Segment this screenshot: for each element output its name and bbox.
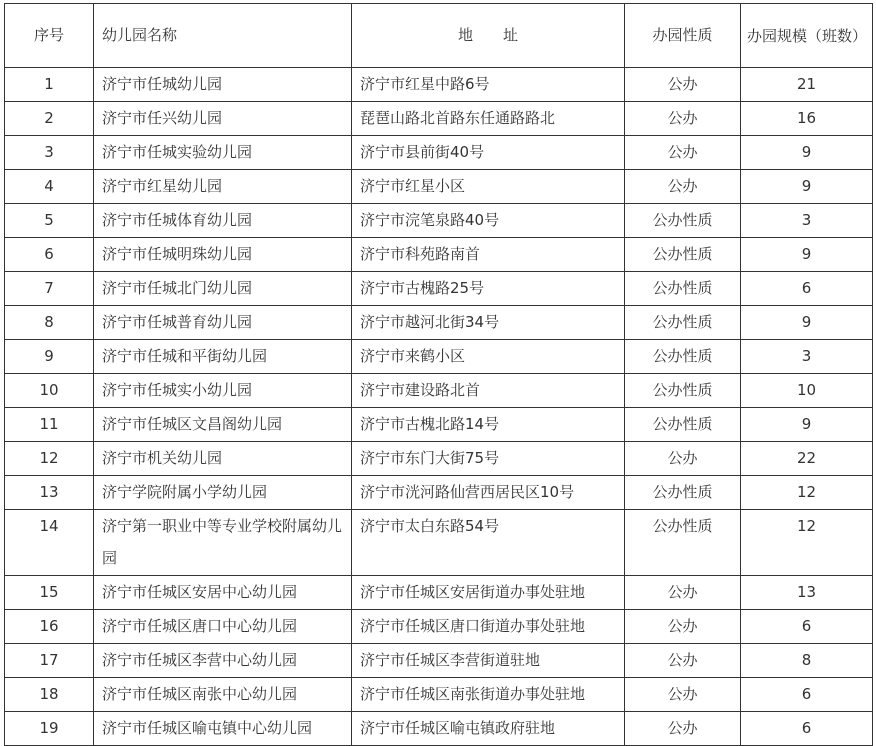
cell-index: 3 <box>5 136 94 170</box>
cell-nature: 公办 <box>625 678 741 712</box>
cell-index: 2 <box>5 102 94 136</box>
cell-nature: 公办性质 <box>625 510 741 576</box>
cell-address: 济宁市县前街40号 <box>352 136 625 170</box>
table-row <box>5 408 873 442</box>
table-row <box>5 442 873 476</box>
table-row <box>5 204 873 238</box>
cell-nature: 公办 <box>625 102 741 136</box>
cell-index: 11 <box>5 408 94 442</box>
cell-name: 济宁市任城区唐口中心幼儿园 <box>94 610 352 644</box>
cell-classes: 6 <box>741 678 873 712</box>
cell-name: 济宁市任城区文昌阁幼儿园 <box>94 408 352 442</box>
table-row <box>5 610 873 644</box>
cell-index: 12 <box>5 442 94 476</box>
cell-address: 济宁市太白东路54号 <box>352 510 625 576</box>
cell-address: 济宁市红星小区 <box>352 170 625 204</box>
cell-classes: 13 <box>741 576 873 610</box>
cell-address: 济宁市任城区南张街道办事处驻地 <box>352 678 625 712</box>
table-row <box>5 576 873 610</box>
cell-nature: 公办 <box>625 68 741 102</box>
cell-name: 济宁市任城区南张中心幼儿园 <box>94 678 352 712</box>
table-header-row <box>5 4 873 68</box>
cell-address: 济宁市东门大街75号 <box>352 442 625 476</box>
header-scale: 办园规模（班数） <box>741 4 873 68</box>
cell-classes: 12 <box>741 476 873 510</box>
cell-classes: 3 <box>741 204 873 238</box>
table-row <box>5 374 873 408</box>
cell-name: 济宁学院附属小学幼儿园 <box>94 476 352 510</box>
cell-index: 15 <box>5 576 94 610</box>
cell-nature: 公办性质 <box>625 340 741 374</box>
cell-classes: 6 <box>741 712 873 746</box>
cell-nature: 公办 <box>625 136 741 170</box>
cell-name: 济宁市任城明珠幼儿园 <box>94 238 352 272</box>
cell-address: 济宁市任城区唐口街道办事处驻地 <box>352 610 625 644</box>
cell-address: 济宁市来鹤小区 <box>352 340 625 374</box>
cell-index: 8 <box>5 306 94 340</box>
cell-classes: 8 <box>741 644 873 678</box>
table-row <box>5 712 873 746</box>
cell-name: 济宁市任兴幼儿园 <box>94 102 352 136</box>
table-row <box>5 678 873 712</box>
cell-classes: 9 <box>741 408 873 442</box>
table-row <box>5 272 873 306</box>
cell-index: 17 <box>5 644 94 678</box>
cell-classes: 21 <box>741 68 873 102</box>
cell-name: 济宁市任城体育幼儿园 <box>94 204 352 238</box>
cell-nature: 公办 <box>625 170 741 204</box>
cell-classes: 9 <box>741 306 873 340</box>
cell-index: 4 <box>5 170 94 204</box>
cell-classes: 3 <box>741 340 873 374</box>
cell-index: 1 <box>5 68 94 102</box>
cell-name: 济宁市任城区喻屯镇中心幼儿园 <box>94 712 352 746</box>
cell-index: 18 <box>5 678 94 712</box>
cell-classes: 16 <box>741 102 873 136</box>
cell-index: 19 <box>5 712 94 746</box>
cell-name: 济宁市任城普育幼儿园 <box>94 306 352 340</box>
cell-address: 济宁市古槐路25号 <box>352 272 625 306</box>
header-index: 序号 <box>5 4 94 68</box>
table-row <box>5 68 873 102</box>
cell-classes: 9 <box>741 170 873 204</box>
cell-nature: 公办 <box>625 610 741 644</box>
cell-name: 济宁市任城和平街幼儿园 <box>94 340 352 374</box>
header-address: 地 址 <box>352 4 625 68</box>
cell-name: 济宁市机关幼儿园 <box>94 442 352 476</box>
table-row <box>5 136 873 170</box>
cell-name: 济宁市任城区安居中心幼儿园 <box>94 576 352 610</box>
cell-index: 6 <box>5 238 94 272</box>
cell-address: 济宁市古槐北路14号 <box>352 408 625 442</box>
cell-address: 济宁市越河北街34号 <box>352 306 625 340</box>
table-row <box>5 238 873 272</box>
table-row <box>5 102 873 136</box>
cell-classes: 9 <box>741 238 873 272</box>
cell-address: 济宁市浣笔泉路40号 <box>352 204 625 238</box>
table-row <box>5 170 873 204</box>
cell-index: 9 <box>5 340 94 374</box>
kindergarten-table <box>4 3 873 746</box>
table-row <box>5 510 873 576</box>
cell-classes: 12 <box>741 510 873 576</box>
cell-nature: 公办 <box>625 712 741 746</box>
cell-address: 济宁市红星中路6号 <box>352 68 625 102</box>
cell-name: 济宁市红星幼儿园 <box>94 170 352 204</box>
cell-name: 济宁第一职业中等专业学校附属幼儿园 <box>94 510 352 576</box>
cell-nature: 公办 <box>625 442 741 476</box>
cell-index: 10 <box>5 374 94 408</box>
cell-name: 济宁市任城区李营中心幼儿园 <box>94 644 352 678</box>
cell-nature: 公办性质 <box>625 204 741 238</box>
cell-address: 济宁市洸河路仙营西居民区10号 <box>352 476 625 510</box>
table-body <box>5 68 873 746</box>
cell-address: 济宁市任城区安居街道办事处驻地 <box>352 576 625 610</box>
cell-nature: 公办性质 <box>625 306 741 340</box>
cell-address: 济宁市建设路北首 <box>352 374 625 408</box>
cell-nature: 公办 <box>625 644 741 678</box>
cell-address: 济宁市科苑路南首 <box>352 238 625 272</box>
cell-index: 5 <box>5 204 94 238</box>
cell-name: 济宁市任城实小幼儿园 <box>94 374 352 408</box>
header-name: 幼儿园名称 <box>94 4 352 68</box>
cell-name: 济宁市任城北门幼儿园 <box>94 272 352 306</box>
table-row <box>5 644 873 678</box>
table-row <box>5 476 873 510</box>
cell-classes: 22 <box>741 442 873 476</box>
cell-address: 琵琶山路北首路东任通路路北 <box>352 102 625 136</box>
table-row <box>5 340 873 374</box>
cell-address: 济宁市任城区喻屯镇政府驻地 <box>352 712 625 746</box>
cell-classes: 10 <box>741 374 873 408</box>
cell-index: 16 <box>5 610 94 644</box>
cell-nature: 公办性质 <box>625 272 741 306</box>
header-nature: 办园性质 <box>625 4 741 68</box>
cell-index: 13 <box>5 476 94 510</box>
table-row <box>5 306 873 340</box>
cell-nature: 公办性质 <box>625 238 741 272</box>
cell-name: 济宁市任城幼儿园 <box>94 68 352 102</box>
cell-name: 济宁市任城实验幼儿园 <box>94 136 352 170</box>
cell-nature: 公办 <box>625 576 741 610</box>
cell-nature: 公办性质 <box>625 476 741 510</box>
cell-classes: 6 <box>741 272 873 306</box>
cell-index: 14 <box>5 510 94 576</box>
cell-classes: 6 <box>741 610 873 644</box>
cell-address: 济宁市任城区李营街道驻地 <box>352 644 625 678</box>
cell-classes: 9 <box>741 136 873 170</box>
cell-index: 7 <box>5 272 94 306</box>
cell-nature: 公办性质 <box>625 408 741 442</box>
cell-nature: 公办性质 <box>625 374 741 408</box>
